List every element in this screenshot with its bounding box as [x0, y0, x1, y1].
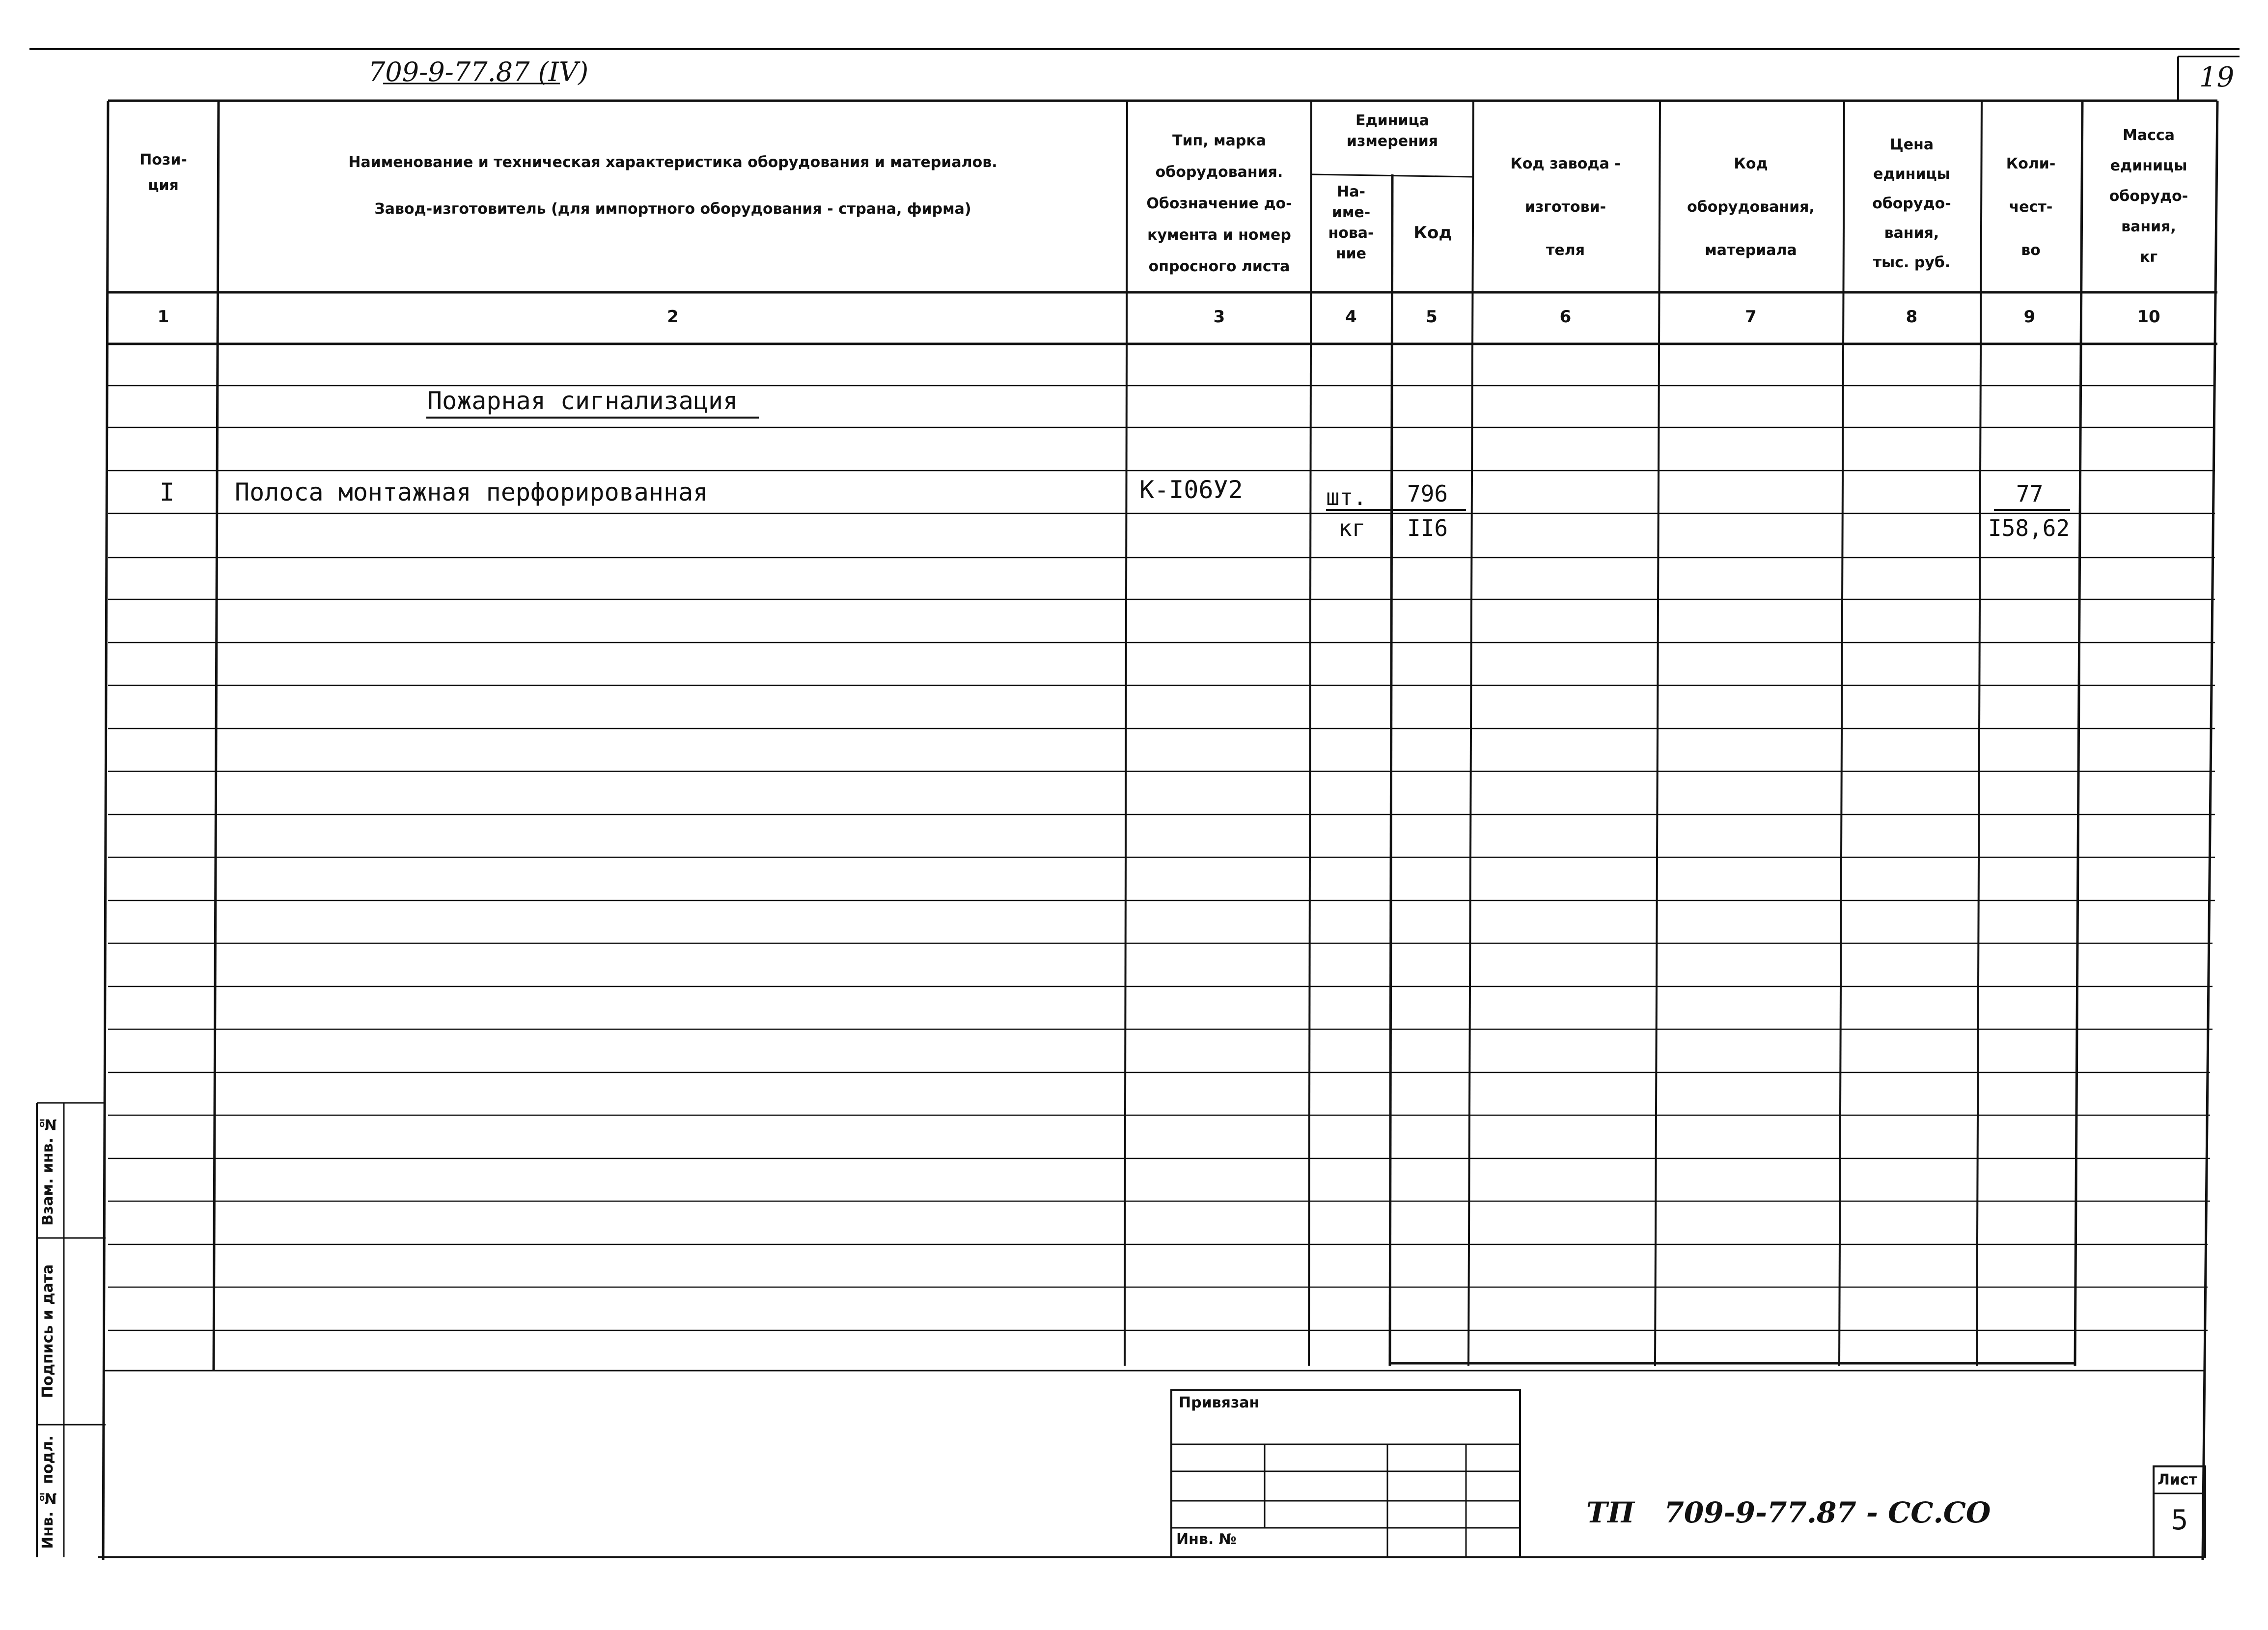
col-number-6: 6 — [1559, 307, 1572, 327]
side-label-vzam-inv: Взам. инв. № — [39, 1115, 56, 1226]
header-unit-code: Код — [1413, 223, 1452, 243]
header-name-line1: Наименование и техническая характеристика оборудования и материалов. — [348, 154, 997, 171]
side-label-podpis-data: Подпись и дата — [39, 1264, 56, 1399]
section-title: Пожарная сигнализация — [427, 387, 738, 415]
row-unit-name-2: кг — [1338, 515, 1366, 541]
col-number-5: 5 — [1426, 307, 1438, 327]
header-unit-name: На- име- нова- ние — [1328, 183, 1374, 262]
stamp-privyazan: Привязан — [1179, 1394, 1260, 1411]
col-number-10: 10 — [2137, 307, 2160, 327]
col-number-1: 1 — [157, 307, 169, 327]
stamp-inv-no: Инв. № — [1176, 1531, 1237, 1548]
col-number-8: 8 — [1906, 307, 1918, 327]
row-quantity-1: 77 — [2016, 480, 2044, 507]
header-unit-mass: Масса единицы оборудо- вания, кг — [2109, 127, 2188, 266]
col-number-4: 4 — [1345, 307, 1357, 327]
row-unit-code-1: 796 — [1407, 480, 1448, 507]
row-unit-name-1: шт. — [1326, 484, 1367, 510]
row-quantity-2: I58,62 — [1988, 515, 2070, 541]
stamp-list-label: Лист — [2157, 1471, 2198, 1489]
col-number-9: 9 — [2023, 307, 2036, 327]
header-unit-price: Цена единицы оборудо- вания, тыс. руб. — [1872, 136, 1951, 271]
corner-page-number: 19 — [2199, 61, 2235, 93]
header-name-line2: Завод-изготовитель (для импортного оборудования - страна, фирма) — [374, 200, 971, 218]
col-number-2: 2 — [667, 307, 679, 327]
doc-code-top: 709-9-77.87 (IV) — [368, 56, 589, 87]
header-equipment-code: Код оборудования, материала — [1687, 155, 1815, 259]
header-unit-group: Единица измерения — [1346, 112, 1438, 150]
col-number-7: 7 — [1745, 307, 1757, 327]
side-label-inv-podl: Инв. № подл. — [39, 1435, 56, 1549]
row-position: I — [160, 478, 175, 506]
row-name: Полоса монтажная перфорированная — [235, 478, 708, 506]
header-position: Пози- ция — [139, 151, 187, 194]
row-unit-code-2: II6 — [1407, 515, 1448, 541]
header-quantity: Коли- чест- во — [2006, 155, 2056, 259]
col-number-3: 3 — [1213, 307, 1225, 327]
stamp-list-value: 5 — [2171, 1504, 2188, 1536]
row-type: К-I06У2 — [1139, 476, 1243, 504]
header-type: Тип, марка оборудования. Обозначение до- кумента и номер опросного листа — [1146, 132, 1292, 275]
header-factory-code: Код завода - изготови- теля — [1510, 155, 1621, 259]
stamp-tp-code: ТП 709-9-77.87 - СС.СО — [1586, 1496, 1991, 1529]
